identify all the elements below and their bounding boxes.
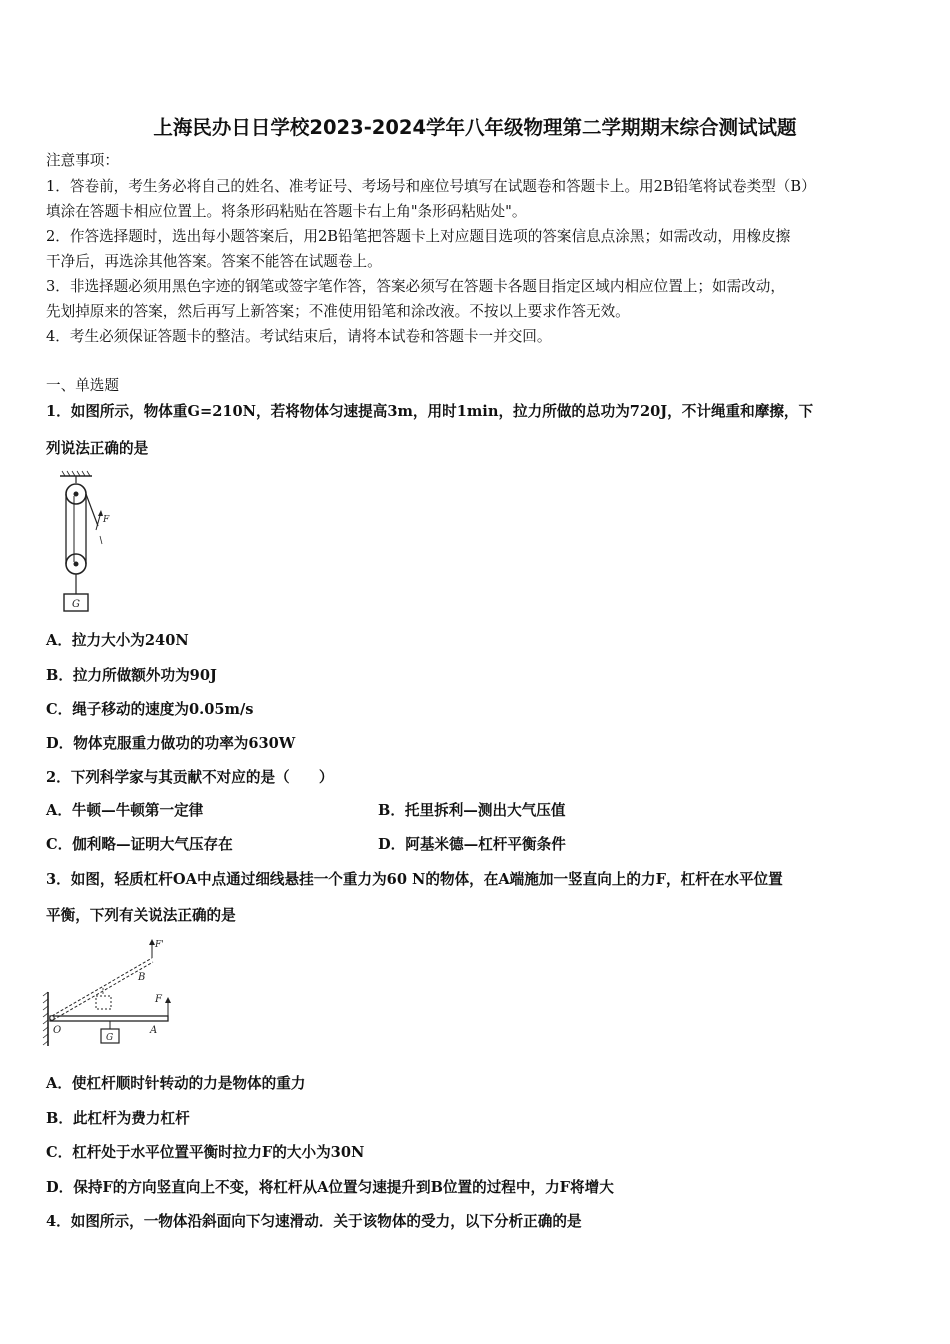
q2-stem: 2．下列科学家与其贡献不对应的是（ ） — [46, 769, 334, 786]
notice-line: 填涂在答题卡相应位置上。将条形码粘贴在答题卡右上角"条形码粘贴处"。 — [46, 203, 527, 220]
section-heading: 一、单选题 — [46, 377, 119, 394]
a-label: A — [150, 1025, 158, 1036]
q1-stem: 1．如图所示，物体重G=210N，若将物体匀速提高3m，用时1min，拉力所做的总功为720J，不计绳重和摩擦，下 — [46, 403, 814, 420]
weight-label: G — [72, 599, 80, 610]
pulley-figure — [52, 470, 122, 616]
b-label: B — [138, 972, 146, 983]
lever-figure — [40, 936, 180, 1048]
page-title: 上海民办日日学校2023-2024学年八年级物理第二学期期末综合测试试题 — [153, 116, 797, 139]
notice-line: 先划掉原来的答案，然后再写上新答案；不准使用铅笔和涂改液。不按以上要求作答无效。 — [46, 303, 630, 320]
notice-line: 3．非选择题必须用黑色字迹的钢笔或签字笔作答，答案必须写在答题卡各题目指定区域内相应位置上；如需改动， — [46, 278, 785, 295]
g-label: G — [106, 1033, 114, 1043]
notice-line: 1．答卷前，考生务必将自己的姓名、准考证号、考场号和座位号填写在试题卷和答题卡上。用2B铅笔将试卷类型（B） — [46, 178, 816, 195]
notice-heading: 注意事项： — [46, 152, 119, 169]
q1-option-d[interactable]: D．物体克服重力做功的功率为630W — [46, 735, 296, 752]
q3-option-c[interactable]: C．杠杆处于水平位置平衡时拉力F的大小为30N — [46, 1144, 365, 1161]
q3-option-d[interactable]: D．保持F的方向竖直向上不变，将杠杆从A位置匀速提升到B位置的过程中，力F将增大 — [46, 1179, 614, 1196]
notice-line: 4．考生必须保证答题卡的整洁。考试结束后，请将本试卷和答题卡一并交回。 — [46, 328, 552, 345]
force-label: F — [103, 515, 110, 525]
q3-option-a[interactable]: A．使杠杆顺时针转动的力是物体的重力 — [46, 1075, 306, 1092]
q1-option-c[interactable]: C．绳子移动的速度为0.05m/s — [46, 701, 254, 718]
q1-stem-cont: 列说法正确的是 — [46, 440, 149, 457]
q3-stem: 3．如图，轻质杠杆OA中点通过细线悬挂一个重力为60 N的物体，在A端施加一竖直向上的力F，杠杆在水平位置 — [46, 871, 783, 888]
q4-stem: 4．如图所示，一物体沿斜面向下匀速滑动．关于该物体的受力，以下分析正确的是 — [46, 1213, 582, 1230]
q3-option-b[interactable]: B．此杠杆为费力杠杆 — [46, 1110, 190, 1127]
q2-option-c[interactable]: C．伽利略—证明大气压存在 — [46, 836, 233, 853]
notice-line: 干净后，再选涂其他答案。答案不能答在试题卷上。 — [46, 253, 382, 270]
q2-option-b[interactable]: B．托里拆利—测出大气压值 — [378, 802, 566, 819]
o-label: O — [53, 1025, 62, 1036]
q1-option-b[interactable]: B．拉力所做额外功为90J — [46, 667, 217, 684]
q1-option-a[interactable]: A．拉力大小为240N — [46, 632, 189, 649]
q2-option-a[interactable]: A．牛顿—牛顿第一定律 — [46, 802, 204, 819]
f-label: F — [155, 994, 162, 1005]
q2-option-d[interactable]: D．阿基米德—杠杆平衡条件 — [378, 836, 566, 853]
notice-line: 2．作答选择题时，选出每小题答案后，用2B铅笔把答题卡上对应题目选项的答案信息点涂黑；如需改动，用橡皮擦 — [46, 228, 791, 245]
q3-stem-cont: 平衡，下列有关说法正确的是 — [46, 907, 236, 924]
f-prime-label: F' — [155, 940, 164, 950]
